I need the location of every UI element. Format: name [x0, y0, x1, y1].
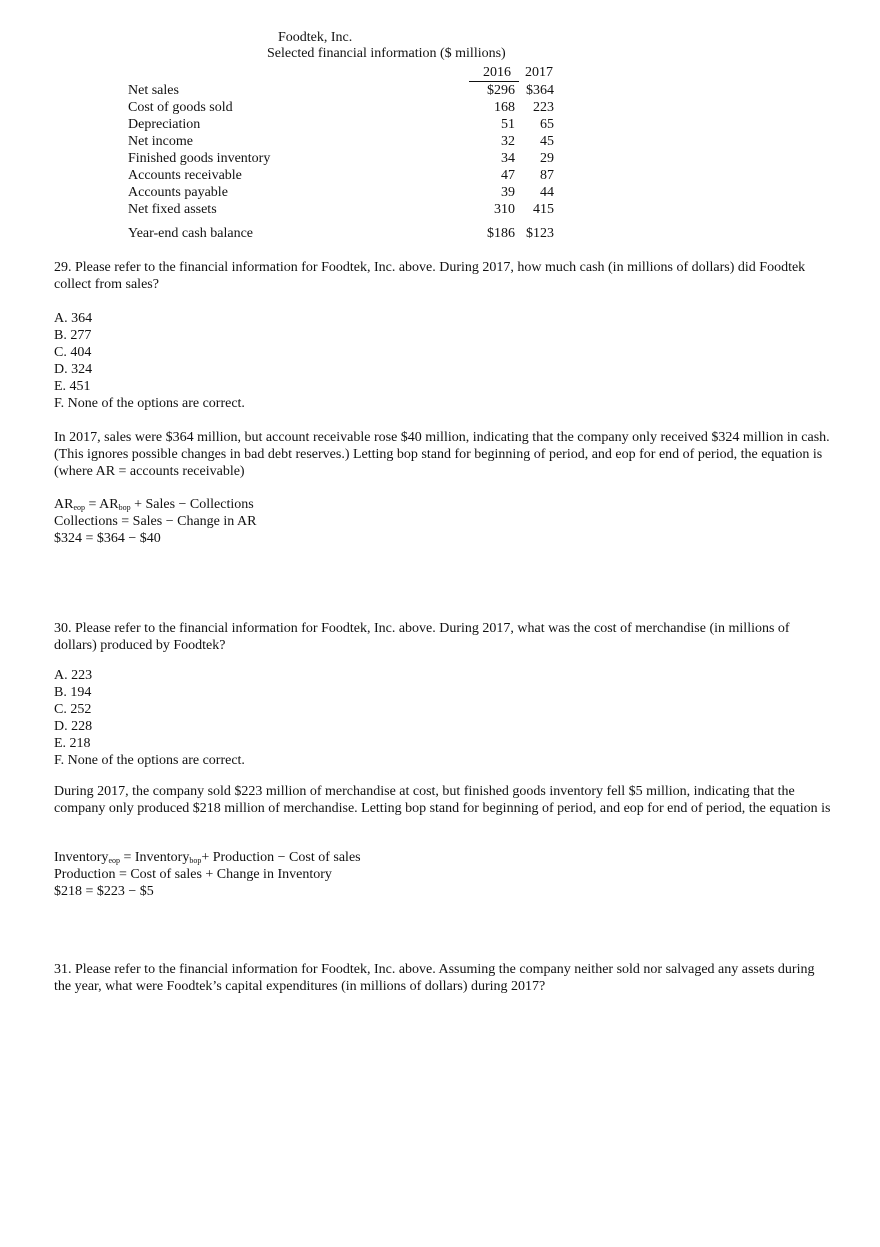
- value-2016: 39: [501, 185, 515, 200]
- value-2017: 29: [540, 151, 554, 166]
- option: A. 223: [54, 668, 93, 683]
- equation-3: $218 = $223 − $5: [54, 884, 154, 899]
- year-2016-header: 2016: [483, 65, 511, 80]
- eq-term: + Sales − Collections: [130, 497, 254, 512]
- year-header-row: [128, 64, 558, 81]
- explanation-text: During 2017, the company sold $223 million of merchandise at cost, but finished goods inventory fell $5 million, indicating that the company only produced $218 million of merchandise. Letting bop stand for beginning of period, and eop for end of period, the equation is: [54, 784, 831, 816]
- option: E. 451: [54, 379, 91, 394]
- equation-2: Collections = Sales − Change in AR: [54, 514, 257, 529]
- value-2017: $123: [526, 226, 554, 241]
- table-row: [128, 225, 558, 242]
- value-2017: 415: [533, 202, 554, 217]
- option: F. None of the options are correct.: [54, 753, 245, 768]
- equation-3: $324 = $364 − $40: [54, 531, 161, 546]
- value-2016: $186: [487, 226, 515, 241]
- option: C. 252: [54, 702, 92, 717]
- equation-2: Production = Cost of sales + Change in Inventory: [54, 867, 332, 882]
- option: B. 194: [54, 685, 92, 700]
- eq-term: = AR: [85, 497, 119, 512]
- question-29: [54, 259, 834, 293]
- option: D. 228: [54, 719, 93, 734]
- table-row: [128, 201, 558, 218]
- table-row: [128, 99, 558, 116]
- value-2016: 47: [501, 168, 515, 183]
- equations-30: [54, 849, 834, 900]
- row-label: Accounts payable: [128, 185, 228, 200]
- table-row: [128, 82, 558, 99]
- value-2017: 223: [533, 100, 554, 115]
- value-2016: 34: [501, 151, 515, 166]
- answer-options-29: [54, 310, 834, 412]
- option: A. 364: [54, 311, 93, 326]
- explanation-30: [54, 783, 834, 817]
- option: D. 324: [54, 362, 93, 377]
- value-2017: $364: [526, 83, 554, 98]
- question-text: 30. Please refer to the financial information for Foodtek, Inc. above. During 2017, what was the cost of merchandise (in millions of dollars) produced by Foodtek?: [54, 621, 790, 653]
- table-row: [128, 184, 558, 201]
- row-label: Depreciation: [128, 117, 201, 132]
- eq-subscript: eop: [73, 503, 86, 512]
- eq-term: AR: [54, 497, 74, 512]
- table-row: [128, 133, 558, 150]
- eq-subscript: bop: [189, 856, 202, 865]
- equation-1: [54, 496, 834, 513]
- explanation-text: In 2017, sales were $364 million, but account receivable rose $40 million, indicating that the company only received $324 million in cash. (This ignores possible changes in bad debt reserves.) Letting bop stand for beginning of period, and eop for end of period, the equation is (where AR = accounts receivable): [54, 430, 830, 479]
- row-label: Accounts receivable: [128, 168, 242, 183]
- equation-1: [54, 849, 834, 866]
- question-31: [54, 961, 834, 995]
- table-row: [128, 150, 558, 167]
- option: B. 277: [54, 328, 92, 343]
- eq-subscript: eop: [108, 856, 120, 865]
- option: E. 218: [54, 736, 91, 751]
- option: F. None of the options are correct.: [54, 396, 245, 411]
- value-2017: 45: [540, 134, 554, 149]
- value-2016: 51: [501, 117, 515, 132]
- value-2017: 65: [540, 117, 554, 132]
- eq-term: + Production − Cost of sales: [201, 850, 361, 865]
- question-text: 29. Please refer to the financial information for Foodtek, Inc. above. During 2017, how much cash (in millions of dollars) did Foodtek collect from sales?: [54, 260, 806, 292]
- eq-term: = Inventory: [120, 850, 190, 865]
- row-label: Year-end cash balance: [128, 226, 254, 241]
- value-2017: 87: [540, 168, 554, 183]
- row-label: Net income: [128, 134, 193, 149]
- table-subtitle: Selected financial information ($ millions): [267, 46, 506, 61]
- table-row: [128, 167, 558, 184]
- explanation-29: [54, 429, 834, 480]
- eq-term: Inventory: [54, 850, 109, 865]
- row-label: Cost of goods sold: [128, 100, 233, 115]
- question-text: 31. Please refer to the financial information for Foodtek, Inc. above. Assuming the company neither sold nor salvaged any assets during the year, what were Foodtek’s capital expenditures (in millions of dollars) during 2017?: [54, 962, 815, 994]
- option: C. 404: [54, 345, 92, 360]
- eq-subscript: bop: [118, 503, 131, 512]
- row-label: Finished goods inventory: [128, 151, 271, 166]
- value-2016: 32: [501, 134, 515, 149]
- company-name: Foodtek, Inc.: [278, 30, 353, 45]
- value-2016: 310: [494, 202, 515, 217]
- year-2017-header: 2017: [525, 65, 553, 80]
- row-label: Net sales: [128, 83, 179, 98]
- row-label: Net fixed assets: [128, 202, 217, 217]
- value-2016: 168: [494, 100, 515, 115]
- question-30: [54, 620, 834, 654]
- value-2016: $296: [487, 83, 515, 98]
- table-row: [128, 116, 558, 133]
- value-2017: 44: [540, 185, 554, 200]
- equations-29: [54, 496, 834, 547]
- answer-options-30: [54, 667, 834, 769]
